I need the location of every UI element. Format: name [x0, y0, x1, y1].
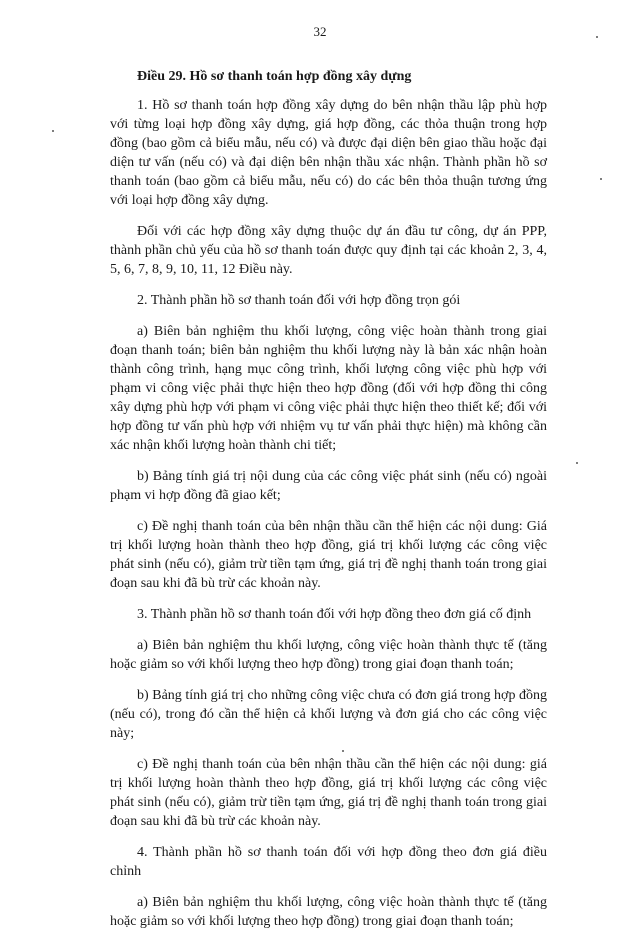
paragraph-clause-2: 2. Thành phần hồ sơ thanh toán đối với hợp đồng trọn gói: [137, 293, 461, 308]
paragraph-clause-3b: b) Bảng tính giá trị cho những công việc chưa có đơn giá trong hợp đồng (nếu có), trong đó cần thể hiện cả khối lượng và đơn giá cho các công việc này;: [110, 688, 547, 741]
paragraph-clause-2b: b) Bảng tính giá trị nội dung của các công việc phát sinh (nếu có) ngoài phạm vi hợp đồng đã giao kết;: [110, 469, 547, 503]
article-heading: Điều 29. Hồ sơ thanh toán hợp đồng xây dựng: [137, 69, 412, 84]
paragraph-clause-4a: a) Biên bản nghiệm thu khối lượng, công việc hoàn thành thực tế (tăng hoặc giảm so với khối lượng theo hợp đồng) trong giai đoạn thanh toán;: [110, 895, 547, 929]
paragraph-clause-4: 4. Thành phần hồ sơ thanh toán đối với hợp đồng theo đơn giá điều chỉnh: [110, 845, 547, 879]
paragraph-public-investment: Đối với các hợp đồng xây dựng thuộc dự án đầu tư công, dự án PPP, thành phần chủ yếu của hồ sơ thanh toán được quy định tại các khoản 2, 3, 4, 5, 6, 7, 8, 9, 10, 11, 12 Điều này.: [110, 224, 547, 277]
paragraph-clause-3a: a) Biên bản nghiệm thu khối lượng, công việc hoàn thành thực tế (tăng hoặc giảm so với khối lượng theo hợp đồng) trong giai đoạn thanh toán;: [110, 638, 547, 672]
paragraph-clause-3c: c) Đề nghị thanh toán của bên nhận thầu cần thể hiện các nội dung: giá trị khối lượng hoàn thành theo hợp đồng, giá trị khối lượng các công việc phát sinh (nếu có), giảm trừ tiền tạm ứng, giá trị đề nghị thanh toán trong giai đoạn sau khi đã bù trừ các khoản này.: [110, 757, 547, 829]
scan-speck: [576, 462, 578, 464]
paragraph-clause-2a: a) Biên bản nghiệm thu khối lượng, công việc hoàn thành trong giai đoạn thanh toán; biên bản nghiệm thu khối lượng này là bản xác nhận hoàn thành công trình, hạng mục công trình, khối lượng công việc phù hợp với phạm vi công việc phải thực hiện theo hợp đồng (đối với hợp đồng thi công xây dựng phù hợp với phạm vi công việc phải thực hiện theo thiết kế; đối với hợp đồng tư vấn phù hợp với nhiệm vụ tư vấn phải thực hiện) mà không cần xác nhận khối lượng hoàn thành chi tiết;: [110, 324, 547, 453]
paragraph-clause-1: 1. Hồ sơ thanh toán hợp đồng xây dựng do bên nhận thầu lập phù hợp với từng loại hợp đồng xây dựng, giá hợp đồng, các thỏa thuận trong hợp đồng (bao gồm cả biểu mẫu, nếu có) và được đại diện bên giao thầu hoặc đại diện tư vấn (nếu có) và đại diện bên nhận thầu xác nhận. Thành phần hồ sơ thanh toán (bao gồm cả biểu mẫu, nếu có) do các bên thỏa thuận tương ứng với loại hợp đồng xây dựng.: [110, 98, 547, 208]
page-number: 32: [313, 24, 327, 39]
scan-speck: [600, 178, 602, 180]
scan-speck: [342, 750, 344, 752]
document-body: [110, 67, 547, 943]
paragraph-clause-2c: c) Đề nghị thanh toán của bên nhận thầu cần thể hiện các nội dung: Giá trị khối lượng hoàn thành theo hợp đồng, giá trị khối lượng các công việc phát sinh (nếu có), giảm trừ tiền tạm ứng, giá trị đề nghị thanh toán trong giai đoạn sau khi đã bù trừ các khoản này.: [110, 519, 547, 591]
scan-speck: [596, 36, 598, 38]
scan-speck: [52, 130, 54, 132]
paragraph-clause-3: 3. Thành phần hồ sơ thanh toán đối với hợp đồng theo đơn giá cố định: [137, 607, 532, 622]
